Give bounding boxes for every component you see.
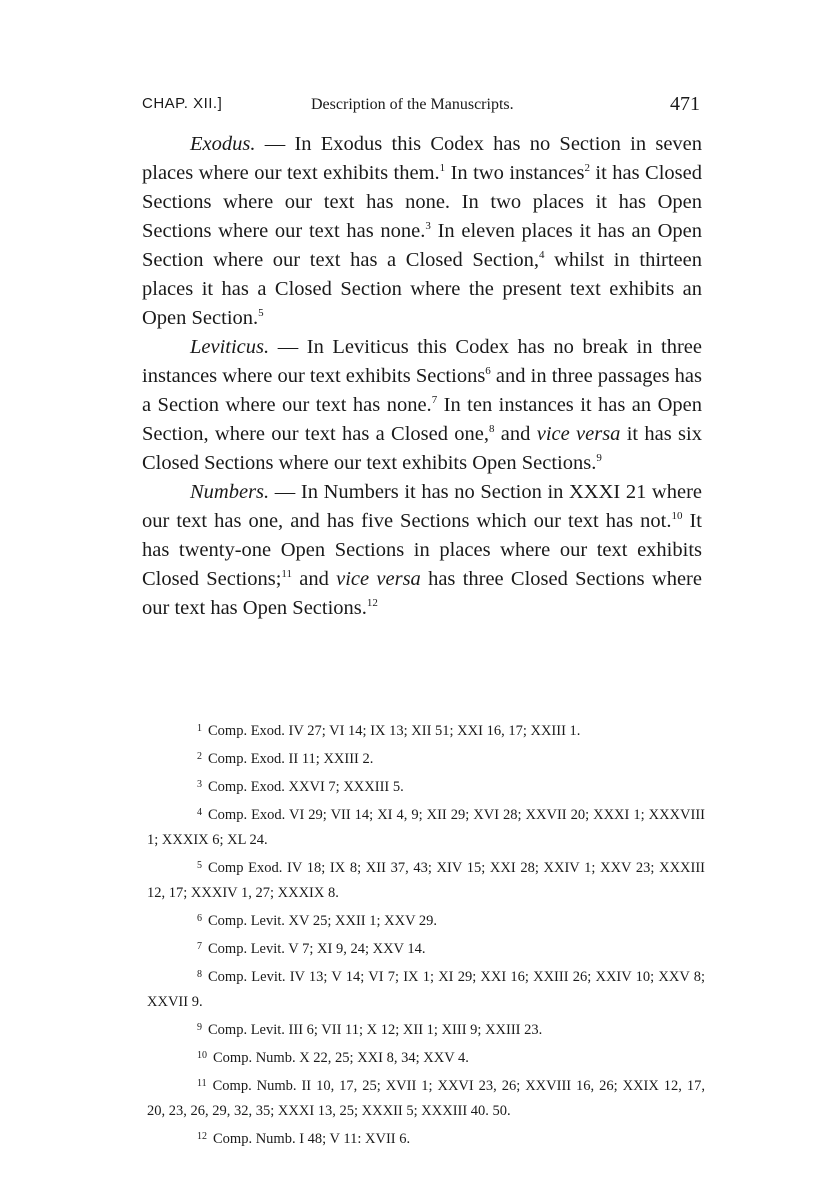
footnote bbox=[147, 934, 705, 962]
footnote-ref: 3 bbox=[425, 220, 431, 232]
footnotes bbox=[147, 716, 705, 1152]
running-title: Description of the Manuscripts. bbox=[311, 96, 514, 113]
footnote-number: 8 bbox=[197, 969, 202, 980]
footnote-text: Comp. Numb. II 10, 17, 25; XVII 1; XXVI 23, 26; XXVIII 16, 26; XXIX 12, 17, 20, 23, 26, 29, 32, 35; XXXI 13, 25; XXXII 5; XXXIII 40. 50. bbox=[147, 1078, 705, 1119]
footnote-text: Comp Exod. IV 18; IX 8; XII 37, 43; XIV 15; XXI 28; XXIV 1; XXV 23; XXXIII 12, 17; XXXIV 1, 27; XXXIX 8. bbox=[147, 860, 705, 901]
footnote-text: Comp. Numb. X 22, 25; XXI 8, 34; XXV 4. bbox=[213, 1050, 469, 1066]
footnote-number: 4 bbox=[197, 807, 202, 818]
footnote-ref: 10 bbox=[671, 510, 683, 522]
footnote bbox=[147, 853, 705, 906]
text-run: In Numbers it has no Section in XXXI 21 where our text has one, and has five Sections which our text has not. bbox=[142, 481, 703, 532]
footnote-ref: 7 bbox=[431, 394, 438, 406]
footnote-ref: 9 bbox=[596, 452, 602, 464]
footnote bbox=[147, 1124, 705, 1152]
text-run: In two instances bbox=[445, 162, 585, 184]
text-run: and in three passages has a Section where our text has none. bbox=[142, 365, 702, 416]
footnote bbox=[147, 744, 705, 772]
paragraph-numbers bbox=[142, 478, 702, 623]
footnote-number: 1 bbox=[197, 723, 202, 734]
footnote-ref: 5 bbox=[258, 307, 264, 319]
footnote-number: 3 bbox=[197, 779, 202, 790]
footnote bbox=[147, 1071, 705, 1124]
text-run: It has twenty-one Open Sections in places where our text exhibits Closed Sections; bbox=[142, 510, 702, 590]
text-run: In Exodus this Codex has no Section in seven places where our text exhibits them. bbox=[142, 133, 703, 184]
footnote-ref: 4 bbox=[538, 249, 545, 261]
dash: — bbox=[269, 336, 307, 358]
footnote-ref: 11 bbox=[281, 568, 292, 580]
text-run: it has Closed Sections where our text has none. In two places it has Open Sections where our text has none. bbox=[142, 162, 702, 242]
footnote-text: Comp. Levit. IV 13; V 14; VI 7; IX 1; XI 29; XXI 16; XXIII 26; XXIV 10; XXV 8; XXVII 9. bbox=[147, 969, 705, 1010]
page-number: 471 bbox=[670, 93, 700, 115]
footnote bbox=[147, 1043, 705, 1071]
footnote-text: Comp. Exod. II 11; XXIII 2. bbox=[208, 751, 374, 767]
dash: — bbox=[269, 481, 301, 503]
chapter-label: CHAP. XII.] bbox=[142, 95, 223, 112]
footnote bbox=[147, 716, 705, 744]
running-header bbox=[142, 93, 702, 123]
text-run: In eleven places it has an Open Section where our text has a Closed Section, bbox=[142, 220, 702, 271]
footnote bbox=[147, 906, 705, 934]
footnote-text: Comp. Exod. VI 29; VII 14; XI 4, 9; XII 29; XVI 28; XXVII 20; XXXI 1; XXXVIII 1; XXXIX 6; XL 24. bbox=[147, 807, 705, 848]
footnote-number: 7 bbox=[197, 941, 202, 952]
footnote bbox=[147, 962, 705, 1015]
main-text bbox=[142, 130, 702, 623]
footnote-number: 10 bbox=[197, 1050, 207, 1061]
book-title-numbers: Numbers. bbox=[190, 481, 270, 503]
paragraph-exodus bbox=[142, 130, 702, 333]
footnote bbox=[147, 800, 705, 853]
footnote-text: Comp. Exod. IV 27; VI 14; IX 13; XII 51; XXI 16, 17; XXIII 1. bbox=[208, 723, 581, 739]
footnote bbox=[147, 1015, 705, 1043]
footnote-ref: 2 bbox=[584, 162, 590, 174]
footnote-number: 2 bbox=[197, 751, 202, 762]
footnote-text: Comp. Numb. I 48; V 11: XVII 6. bbox=[213, 1131, 411, 1147]
footnote-ref: 12 bbox=[366, 597, 378, 609]
emphasis-vice-versa: vice versa bbox=[536, 423, 621, 445]
emphasis-vice-versa: vice versa bbox=[336, 568, 421, 590]
dash: — bbox=[255, 133, 295, 155]
footnote bbox=[147, 772, 705, 800]
text-run: it has six Closed Sections where our text exhibits Open Sections. bbox=[142, 423, 702, 474]
footnote-ref: 8 bbox=[489, 423, 495, 435]
book-title-leviticus: Leviticus. bbox=[190, 336, 270, 358]
footnote-number: 12 bbox=[197, 1131, 207, 1142]
footnote-text: Comp. Levit. XV 25; XXII 1; XXV 29. bbox=[208, 913, 438, 929]
paragraph-leviticus bbox=[142, 333, 702, 478]
footnote-number: 5 bbox=[197, 860, 202, 871]
book-title-exodus: Exodus. bbox=[190, 133, 256, 155]
footnote-number: 9 bbox=[197, 1022, 202, 1033]
footnote-number: 11 bbox=[197, 1078, 207, 1089]
text-run: In Leviticus this Codex has no break in three instances where our text exhibits Sections bbox=[142, 336, 702, 387]
footnote-text: Comp. Levit. V 7; XI 9, 24; XXV 14. bbox=[208, 941, 426, 957]
text-run: In ten instances it has an Open Section, where our text has a Closed one, bbox=[142, 394, 703, 445]
footnote-number: 6 bbox=[197, 913, 202, 924]
footnote-ref: 1 bbox=[439, 162, 446, 174]
text-run: whilst in thirteen places it has a Closed Section where the present text exhibits an Open Section. bbox=[142, 249, 702, 329]
footnote-ref: 6 bbox=[485, 365, 491, 377]
text-run: and bbox=[494, 423, 537, 445]
footnote-text: Comp. Levit. III 6; VII 11; X 12; XII 1; XIII 9; XXIII 23. bbox=[208, 1022, 543, 1038]
footnote-text: Comp. Exod. XXVI 7; XXXIII 5. bbox=[208, 779, 404, 795]
text-run: has three Closed Sections where our text has Open Sections. bbox=[142, 568, 702, 619]
text-run: and bbox=[291, 568, 337, 590]
